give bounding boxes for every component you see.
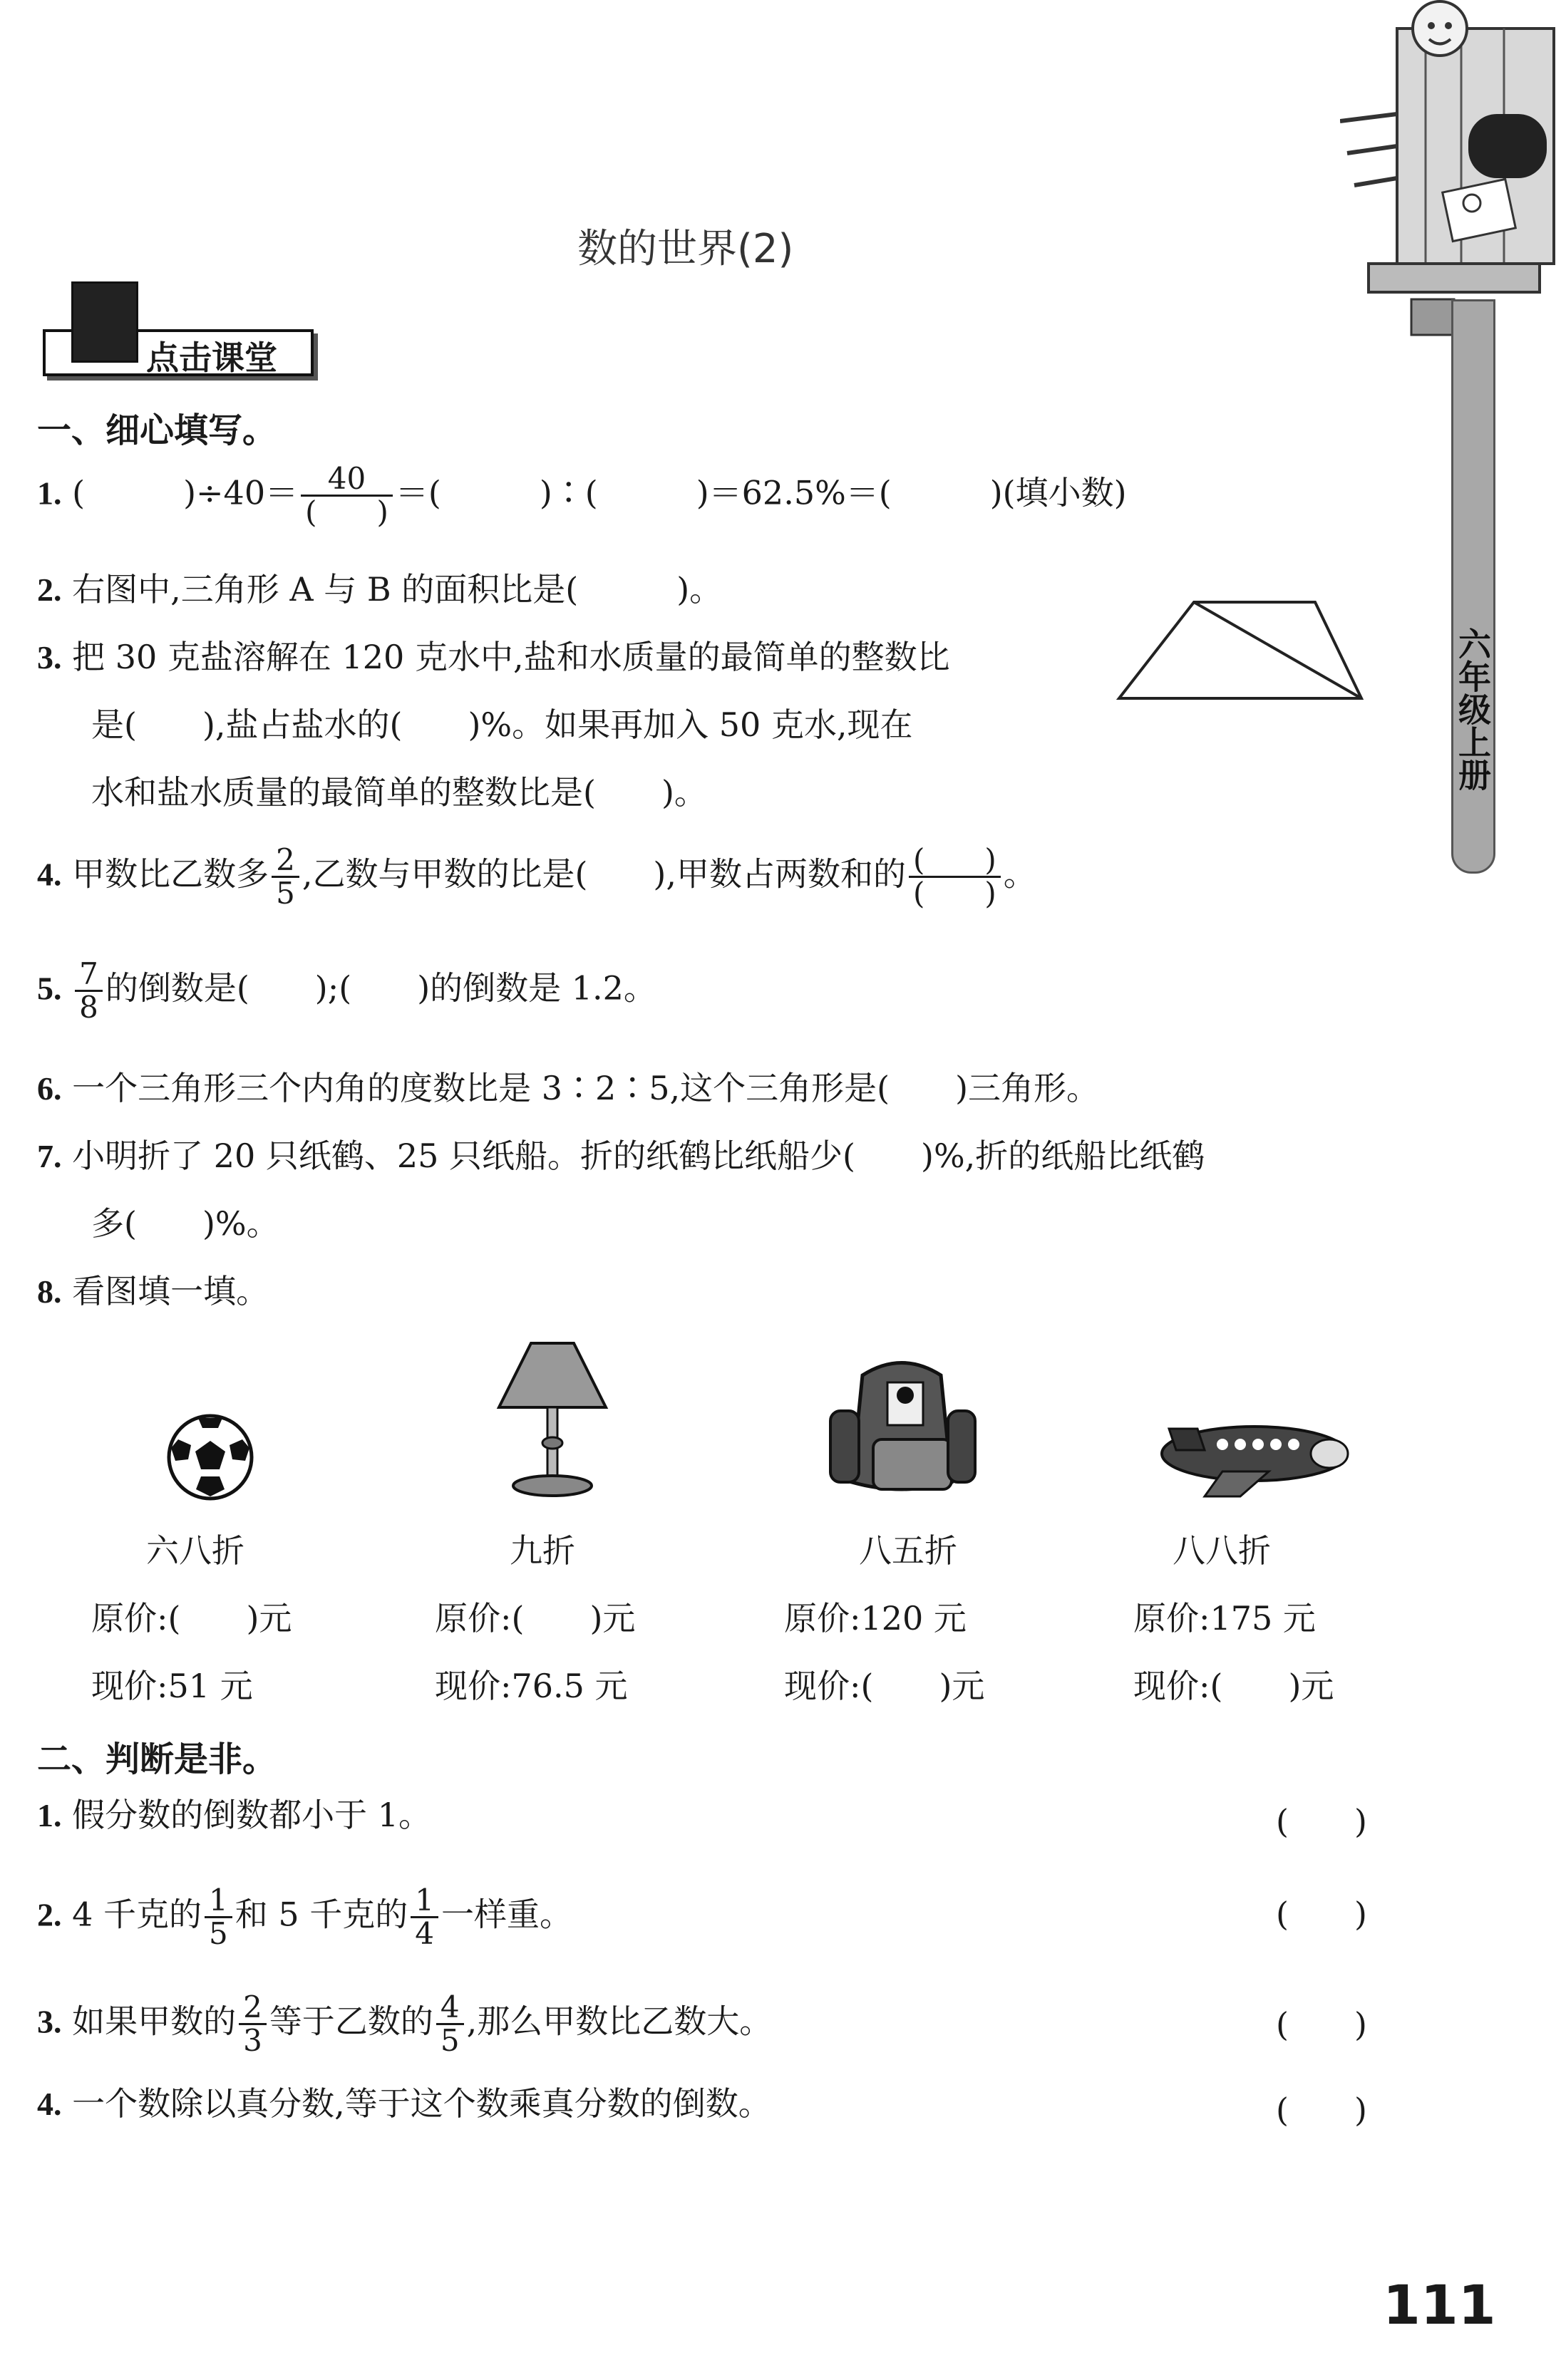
question-3-line-1 (37, 638, 950, 677)
question-text: ( )÷40＝ (72, 473, 299, 512)
answer-blank[interactable]: ( ) (1276, 2091, 1367, 2129)
question-number: 2. (37, 1896, 62, 1933)
current-price: 现价:( )元 (784, 1667, 985, 1705)
question-number: 2. (37, 571, 62, 608)
fraction (205, 1885, 232, 1950)
numerator: 7 (75, 958, 103, 992)
denominator: 5 (440, 2023, 460, 2059)
current-price: 现价:51 元 (91, 1667, 253, 1705)
question-number: 1. (37, 1797, 62, 1833)
fraction (272, 844, 299, 909)
question-number: 1. (37, 475, 62, 512)
denominator: 4 (415, 1916, 434, 1952)
question-3-line-2: 是( ),盐占盐水的( )%。如果再加入 50 克水,现在 (91, 705, 913, 744)
question-text: 一样重。 (441, 1895, 572, 1934)
question-text: 假分数的倒数都小于 1。 (72, 1796, 432, 1834)
discount-label: 八五折 (859, 1531, 957, 1570)
question-text: 右图中,三角形 A 与 B 的面积比是( )。 (72, 570, 723, 609)
numerator: 2 (272, 844, 299, 878)
section2-heading: 二、判断是非。 (37, 1739, 277, 1779)
airplane-icon (1155, 1400, 1354, 1500)
question-text: 和 5 千克的 (235, 1895, 408, 1934)
judge-question-1 (37, 1796, 431, 1835)
fraction (75, 958, 103, 1023)
cartoon-illustration (1340, 0, 1561, 342)
question-text: 把 30 克盐溶解在 120 克水中,盐和水质量的最简单的整数比 (72, 638, 950, 676)
page-number: 111 (1383, 2273, 1496, 2337)
original-price: 原价:( )元 (91, 1599, 292, 1637)
fraction (301, 463, 393, 528)
page-title: 数的世界(2) (577, 226, 794, 272)
denominator: 5 (209, 1916, 228, 1952)
question-7-line-2: 多( )%。 (91, 1204, 279, 1243)
numerator: 40 (301, 463, 393, 497)
question-number: 7. (37, 1138, 62, 1174)
question-text: 的倒数是( );( )的倒数是 1.2。 (105, 968, 656, 1008)
question-number: 3. (37, 2003, 62, 2040)
question-number: 3. (37, 639, 62, 676)
question-3-line-3: 水和盐水质量的最简单的整数比是( )。 (91, 773, 707, 812)
question-number: 4. (37, 856, 62, 893)
question-text: 如果甲数的 (72, 2002, 237, 2041)
denominator-blank[interactable]: ( ) (305, 495, 388, 530)
answer-blank[interactable]: ( ) (1276, 1895, 1367, 1933)
current-price: 现价:( )元 (1133, 1667, 1334, 1705)
question-text: 看图填一填。 (72, 1272, 269, 1310)
question-number: 8. (37, 1273, 62, 1310)
backpack-icon (820, 1354, 984, 1504)
fraction (239, 1990, 267, 2059)
question-text: ,乙数与甲数的比是( ),甲数占两数和的 (302, 854, 906, 894)
question-7-line-1 (37, 1137, 1205, 1176)
question-text: 一个数除以真分数,等于这个数乘真分数的倒数。 (72, 2084, 771, 2123)
judge-question-4 (37, 2084, 771, 2123)
question-text: ,那么甲数比乙数大。 (466, 2002, 773, 2041)
question-text: 一个三角形三个内角的度数比是 3∶2∶5,这个三角形是( )三角形。 (72, 1069, 1100, 1107)
question-text: 甲数比乙数多 (72, 854, 269, 894)
fraction-blank[interactable] (909, 844, 1001, 909)
discount-label: 九折 (510, 1531, 575, 1570)
denominator: 5 (276, 876, 295, 911)
question-text: 小明折了 20 只纸鹤、25 只纸船。折的纸鹤比纸船少( )%,折的纸船比纸鹤 (72, 1137, 1205, 1175)
question-5 (37, 958, 656, 1023)
question-1 (37, 463, 1127, 528)
question-text: 。 (1003, 854, 1036, 894)
numerator: 1 (205, 1885, 232, 1918)
fraction (436, 1990, 464, 2059)
question-text: ＝( )∶( )＝62.5%＝( )(填小数) (395, 473, 1127, 512)
soccer-ball-icon (164, 1411, 257, 1504)
judge-question-3 (37, 1990, 773, 2059)
question-number: 4. (37, 2086, 62, 2122)
banner-icon (71, 281, 138, 363)
question-8 (37, 1272, 269, 1311)
question-number: 5. (37, 970, 62, 1007)
judge-question-2 (37, 1885, 572, 1950)
original-price: 原价:175 元 (1133, 1599, 1316, 1637)
question-text: 4 千克的 (72, 1895, 202, 1934)
numerator: 1 (411, 1885, 438, 1918)
numerator-blank[interactable]: ( ) (909, 844, 1001, 878)
original-price: 原价:120 元 (784, 1599, 967, 1637)
question-4 (37, 844, 1036, 909)
lamp-icon (492, 1336, 613, 1500)
question-6 (37, 1069, 1099, 1108)
discount-label: 八八折 (1173, 1531, 1271, 1570)
denominator: 3 (243, 2023, 262, 2059)
section1-heading: 一、细心填写。 (37, 410, 277, 450)
numerator: 4 (436, 1992, 464, 2025)
discount-label: 六八折 (146, 1531, 244, 1570)
current-price: 现价:76.5 元 (435, 1667, 628, 1705)
fraction (411, 1885, 438, 1950)
denominator: 8 (79, 990, 98, 1025)
trapezoid-figure (1108, 570, 1372, 727)
original-price: 原价:( )元 (435, 1599, 636, 1637)
question-text: 等于乙数的 (269, 2002, 433, 2041)
question-2 (37, 570, 722, 609)
answer-blank[interactable]: ( ) (1276, 1802, 1367, 1841)
denominator-blank[interactable]: ( ) (913, 876, 996, 911)
numerator: 2 (239, 1992, 267, 2025)
question-number: 6. (37, 1070, 62, 1107)
answer-blank[interactable]: ( ) (1276, 2005, 1367, 2044)
banner-label: 点击课堂 (146, 338, 277, 377)
side-tab-label: 六年级上册 (1453, 627, 1492, 791)
